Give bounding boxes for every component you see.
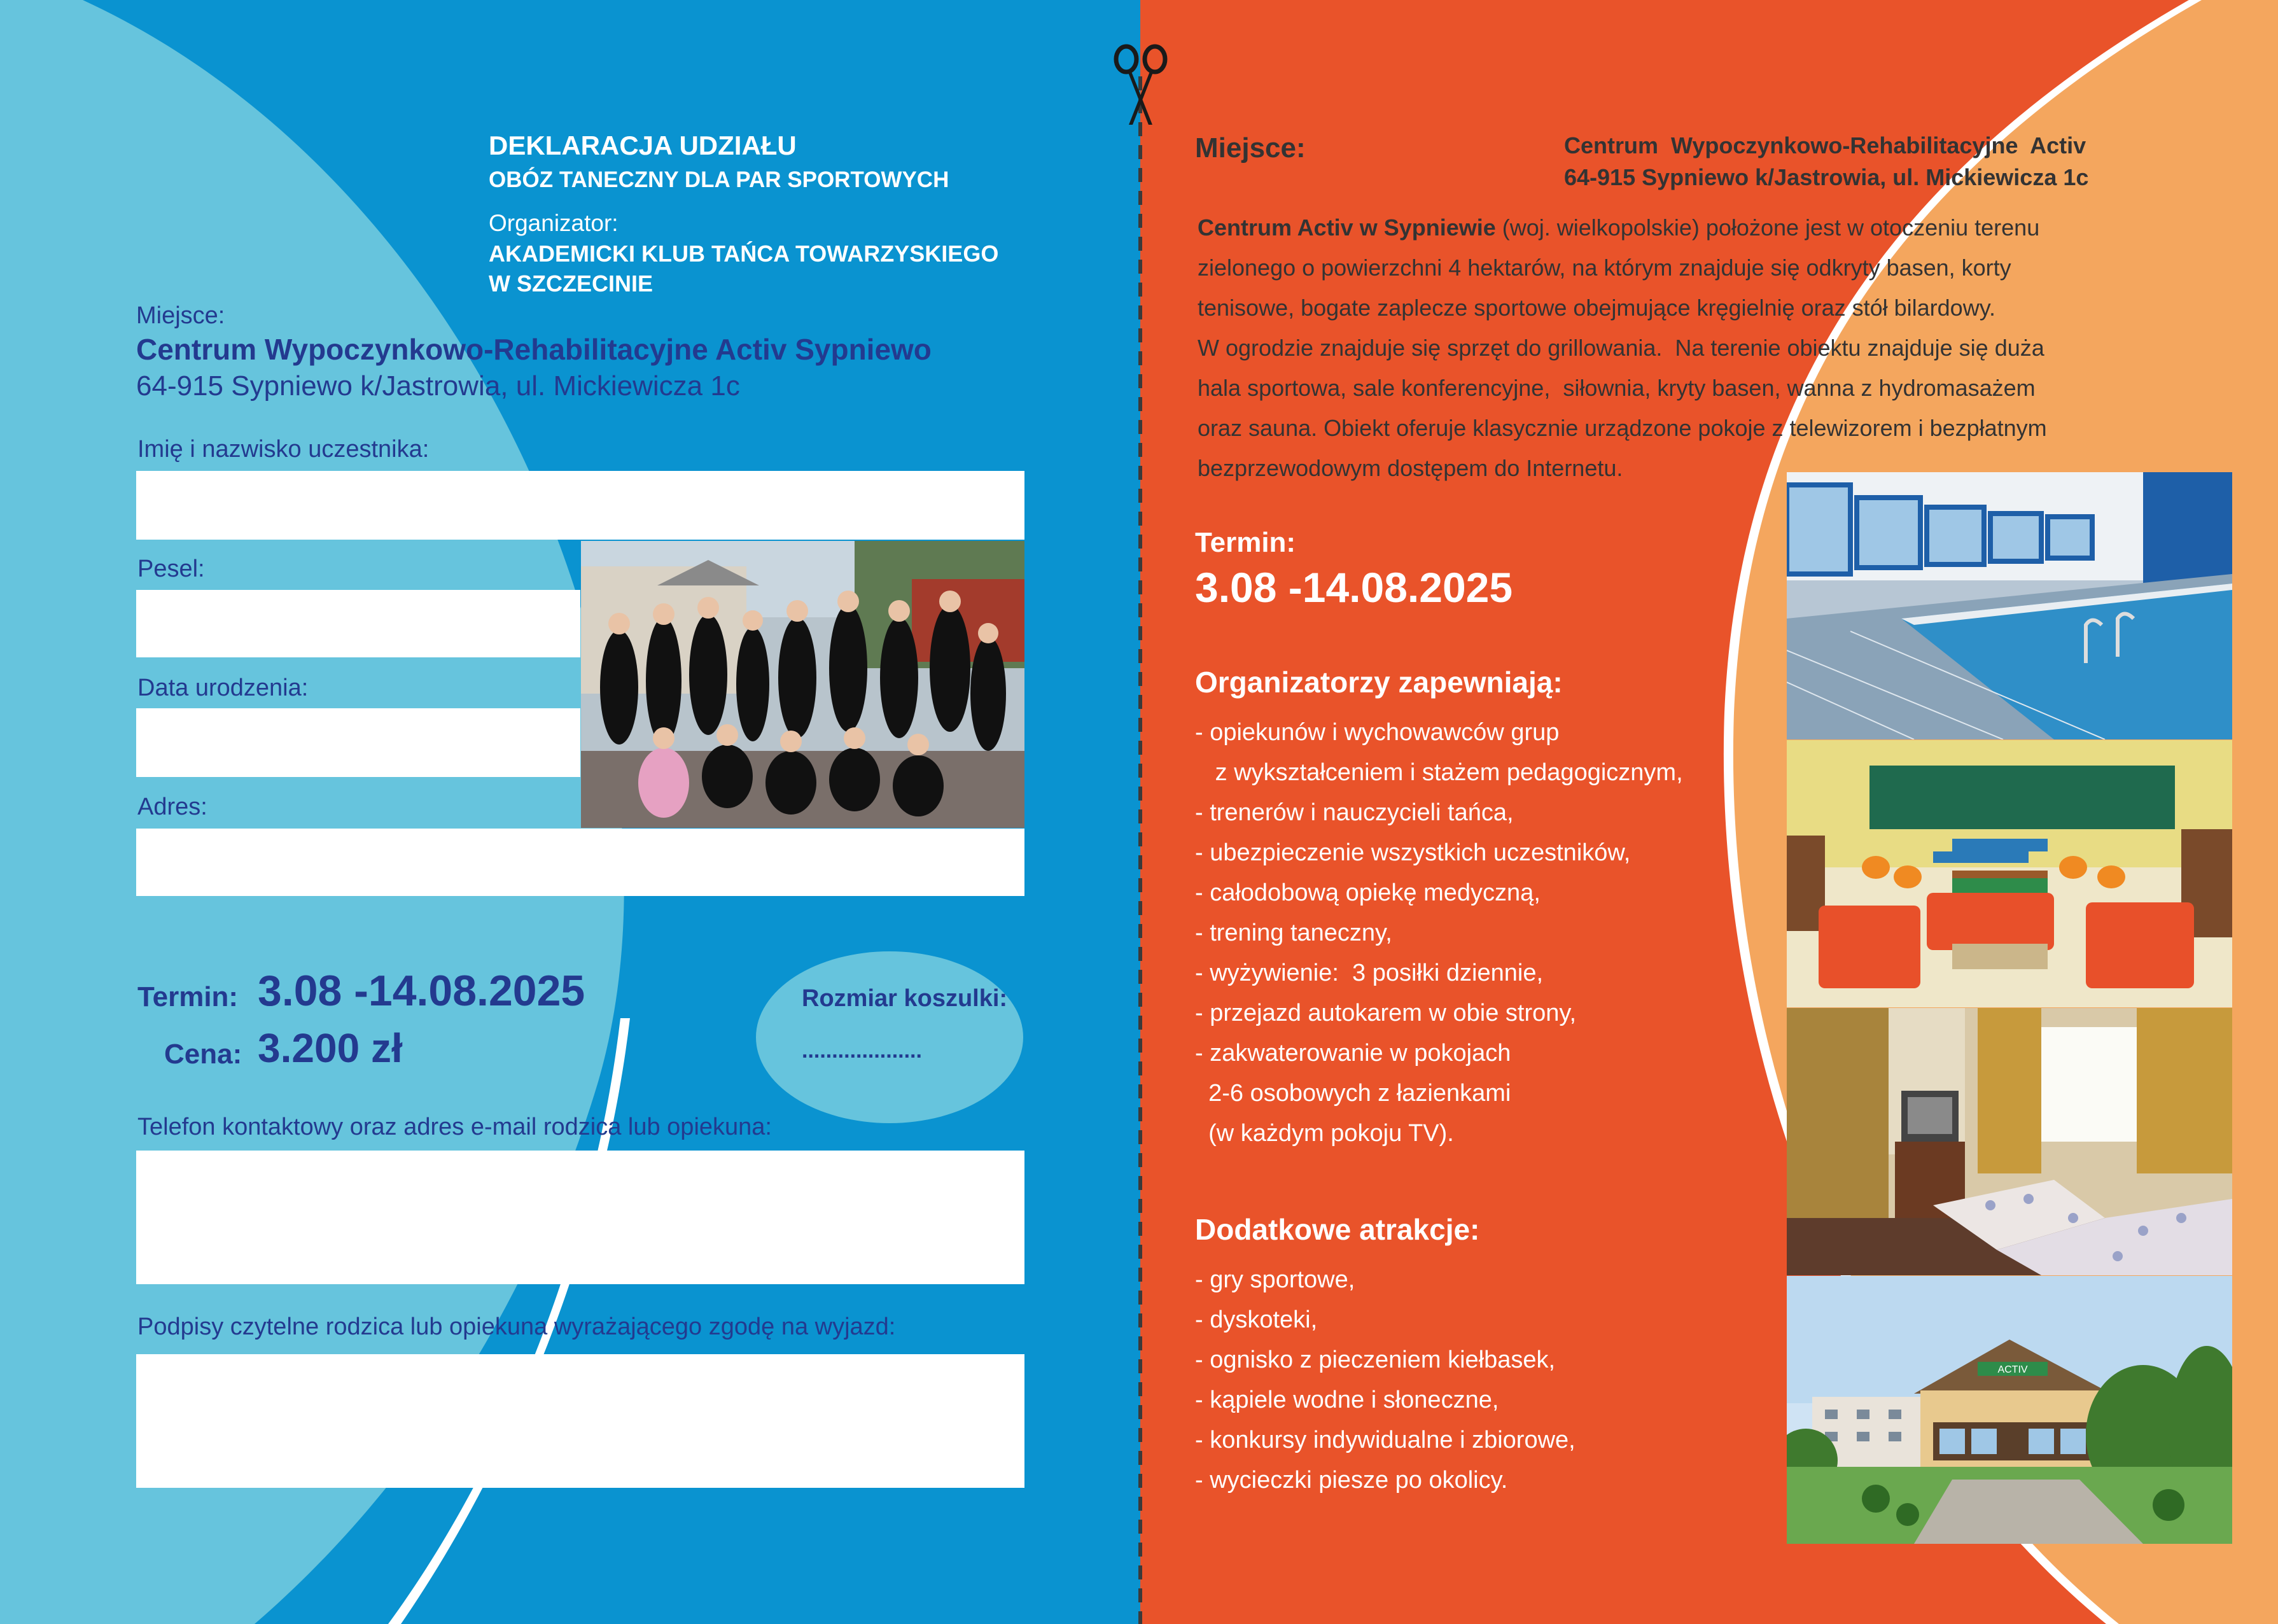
venue-description-line: zielonego o powierzchni 4 hektarów, na którym znajduje się odkryty basen, korty [1198, 255, 2011, 281]
name-field-label: Imię i nazwisko uczestnika: [137, 436, 430, 463]
provide-heading: Organizatorzy zapewniają: [1195, 666, 1563, 699]
right-term-label: Termin: [1195, 527, 1296, 558]
extra-list [1195, 1260, 1576, 1501]
list-item: - wyżywienie: 3 posiłki dziennie, [1195, 960, 1544, 986]
place-name: Centrum Wypoczynkowo-Rehabilitacyjne Activ Sypniewo [136, 333, 932, 366]
birth-date-field[interactable] [136, 708, 580, 777]
list-item: - trening taneczny, [1195, 920, 1392, 946]
address-field[interactable] [136, 829, 1024, 896]
price-value: 3.200 zł [258, 1025, 403, 1071]
venue-description-line: bezprzewodowym dostępem do Internetu. [1198, 455, 1623, 481]
hotel-room-photo [1787, 1008, 2232, 1275]
list-item: - całodobową opiekę medyczną, [1195, 879, 1541, 906]
right-term-value: 3.08 -14.08.2025 [1195, 564, 1513, 611]
name-field[interactable] [136, 471, 1024, 540]
list-item: - wycieczki piesze po okolicy. [1195, 1467, 1508, 1494]
provide-list [1195, 713, 1683, 1154]
list-item: - ubezpieczenie wszystkich uczestników, [1195, 839, 1631, 866]
scissors-icon [1110, 43, 1171, 126]
list-item: - kąpiele wodne i słoneczne, [1195, 1387, 1499, 1413]
indoor-pool-photo [1787, 472, 2232, 739]
organizer-name-line2: W SZCZECINIE [489, 270, 653, 297]
venue-description-line: (woj. wielkopolskie) położone jest w otoczeniu terenu [1495, 214, 2040, 241]
place-address: 64-915 Sypniewo k/Jastrowia, ul. Mickiewicza 1c [136, 370, 740, 402]
right-place-label: Miejsce: [1195, 132, 1306, 164]
dancers-group-photo [581, 541, 1024, 828]
organizer-name-line1: AKADEMICKI KLUB TAŃCA TOWARZYSKIEGO [489, 241, 999, 267]
list-item: - dyskoteki, [1195, 1306, 1318, 1333]
venue-description-bold: Centrum Activ w Sypniewie [1198, 214, 1496, 241]
pesel-field[interactable] [136, 590, 580, 657]
list-item: - przejazd autokarem w obie strony, [1195, 1000, 1577, 1026]
birth-date-field-label: Data urodzenia: [137, 675, 309, 701]
address-field-label: Adres: [137, 794, 207, 820]
phone-email-field[interactable] [136, 1151, 1024, 1284]
list-item: - trenerów i nauczycieli tańca, [1195, 799, 1514, 826]
right-place-address: 64-915 Sypniewo k/Jastrowia, ul. Mickiewicza 1c [1564, 164, 2089, 190]
organizer-label: Organizator: [489, 210, 618, 236]
pesel-field-label: Pesel: [137, 556, 205, 582]
signature-field-label: Podpisy czytelne rodzica lub opiekuna wyrażającego zgodę na wyjazd: [137, 1313, 896, 1340]
list-item: - opiekunów i wychowawców grup [1195, 719, 1560, 746]
venue-description-line: tenisowe, bogate zaplecze sportowe obejmujące kręgielnię oraz stół bilardowy. [1198, 295, 1996, 321]
venue-description [1198, 207, 2146, 488]
venue-description-line: W ogrodzie znajduje się sprzęt do grillowania. Na terenie obiektu znajduje się duża [1198, 335, 2044, 361]
list-item: (w każdym pokoju TV). [1195, 1120, 1454, 1147]
phone-field-label: Telefon kontaktowy oraz adres e-mail rodzica lub opiekuna: [137, 1114, 772, 1140]
building-sign-text: ACTIV [1997, 1364, 2028, 1375]
list-item: - gry sportowe, [1195, 1266, 1355, 1293]
place-label: Miejsce: [136, 302, 225, 329]
term-value: 3.08 -14.08.2025 [258, 967, 585, 1015]
list-item: 2-6 osobowych z łazienkami [1195, 1080, 1511, 1107]
venue-description-line: oraz sauna. Obiekt oferuje klasycznie urządzone pokoje z telewizorem i bezpłatnym [1198, 415, 2047, 441]
recreation-room-photo [1787, 740, 2232, 1007]
term-label: Termin: [137, 981, 239, 1012]
list-item: z wykształceniem i stażem pedagogicznym, [1195, 759, 1683, 786]
shirt-size-oval[interactable] [756, 951, 1023, 1123]
declaration-title: DEKLARACJA UDZIAŁU [489, 130, 797, 160]
list-item: - konkursy indywidualne i zbiorowe, [1195, 1427, 1576, 1453]
shirt-size-dots: .................... [802, 1039, 922, 1063]
shirt-size-label: Rozmiar koszulki: [802, 985, 1008, 1012]
signature-field[interactable] [136, 1354, 1024, 1488]
price-label: Cena: [164, 1039, 242, 1070]
activ-building-photo [1787, 1276, 2232, 1544]
right-place-name: Centrum Wypoczynkowo-Rehabilitacyjne Activ [1564, 132, 2086, 158]
list-item: - ognisko z pieczeniem kiełbasek, [1195, 1347, 1556, 1373]
list-item: - zakwaterowanie w pokojach [1195, 1040, 1511, 1067]
camp-subtitle: OBÓZ TANECZNY DLA PAR SPORTOWYCH [489, 167, 949, 192]
venue-description-line: hala sportowa, sale konferencyjne, siłownia, kryty basen, wanna z hydromasażem [1198, 375, 2036, 401]
extra-heading: Dodatkowe atrakcje: [1195, 1213, 1480, 1246]
